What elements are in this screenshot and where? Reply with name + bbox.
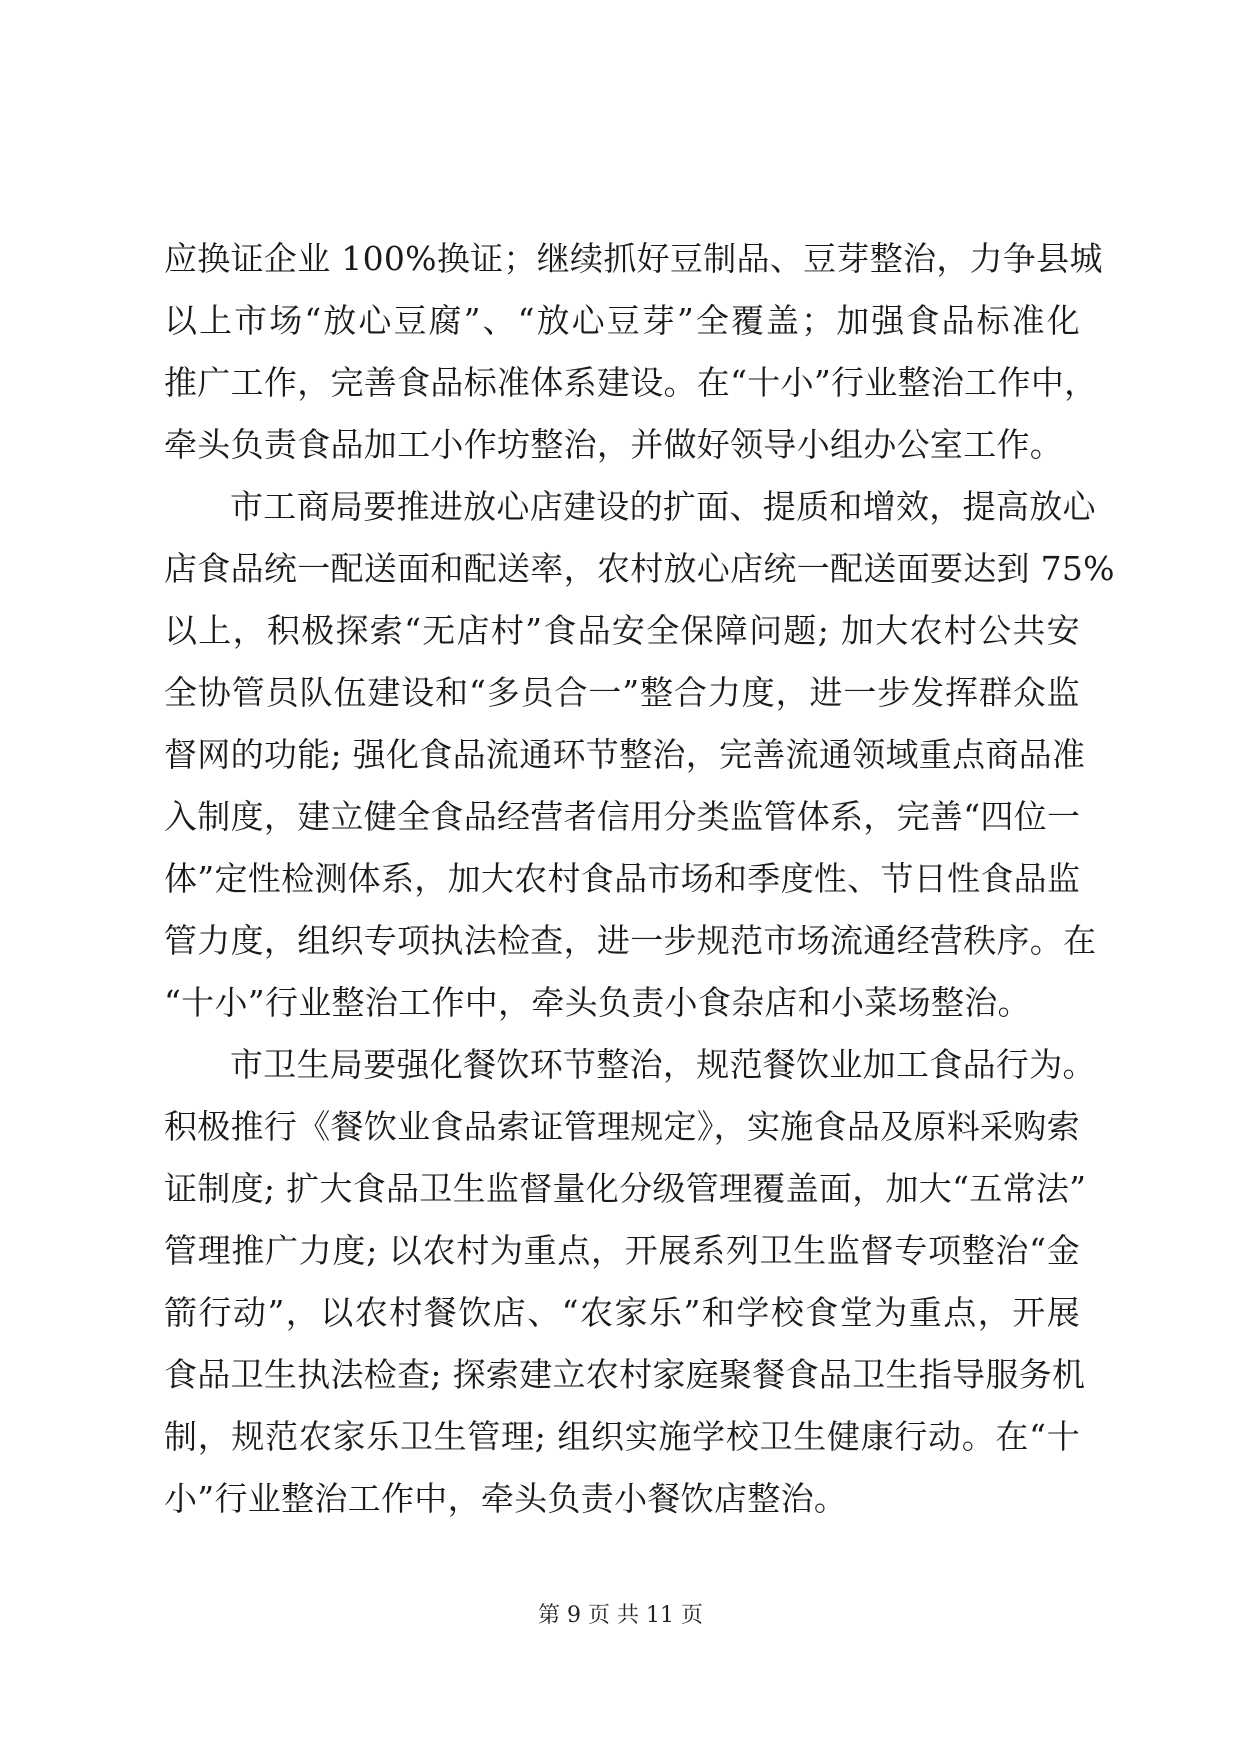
body-text [164, 228, 1115, 1530]
text-line: 食品卫生执法检查; 探索建立农村家庭聚餐食品卫生指导服务机 [164, 1355, 1086, 1394]
text-line: 管理推广力度; 以农村为重点，开展系列卫生监督专项整治“金 [164, 1231, 1080, 1270]
paragraph-1 [164, 228, 1103, 476]
text-line: “十小”行业整治工作中，牵头负责小食杂店和小菜场整治。 [164, 983, 1031, 1022]
text-line: 体”定性检测体系，加大农村食品市场和季度性、节日性食品监 [164, 859, 1081, 898]
text-line: 入制度，建立健全食品经营者信用分类监管体系，完善“四位一 [164, 797, 1081, 836]
text-line: 全协管员队伍建设和“多员合一”整合力度，进一步发挥群众监 [164, 673, 1080, 712]
text-line: 制，规范农家乐卫生管理; 组织实施学校卫生健康行动。在“十 [164, 1417, 1080, 1456]
text-line: 以上，积极探索“无店村”食品安全保障问题; 加大农村公共安 [164, 611, 1080, 650]
page-footer [0, 1598, 1241, 1629]
text-line: 以上市场“放心豆腐”、“放心豆芽”全覆盖；加强食品标准化 [164, 301, 1080, 340]
text-line: 推广工作，完善食品标准体系建设。在“十小”行业整治工作中， [164, 363, 1098, 402]
page-number-label: 第 9 页 共 11 页 [538, 1603, 703, 1628]
text-line: 管力度，组织专项执法检查，进一步规范市场流通经营秩序。在 [164, 921, 1097, 960]
text-line: 应换证企业 100%换证；继续抓好豆制品、豆芽整治，力争县城 [164, 239, 1103, 278]
text-line: 牵头负责食品加工小作坊整治，并做好领导小组办公室工作。 [164, 425, 1064, 464]
paragraph-3 [164, 1034, 1096, 1530]
text-line: 店食品统一配送面和配送率，农村放心店统一配送面要达到 75% [164, 549, 1115, 588]
text-line: 证制度; 扩大食品卫生监督量化分级管理覆盖面，加大“五常法” [164, 1169, 1087, 1208]
text-line: 积极推行《餐饮业食品索证管理规定》，实施食品及原料采购索 [164, 1107, 1080, 1146]
text-line: 小”行业整治工作中，牵头负责小餐饮店整治。 [164, 1479, 848, 1518]
text-line: 督网的功能; 强化食品流通环节整治，完善流通领域重点商品准 [164, 735, 1086, 774]
text-line: 市卫生局要强化餐饮环节整治，规范餐饮业加工食品行为。 [230, 1045, 1096, 1084]
text-line: 市工商局要推进放心店建设的扩面、提质和增效，提高放心 [230, 487, 1096, 526]
paragraph-2 [164, 476, 1115, 1034]
text-line: 箭行动”，以农村餐饮店、“农家乐”和学校食堂为重点，开展 [164, 1293, 1080, 1332]
